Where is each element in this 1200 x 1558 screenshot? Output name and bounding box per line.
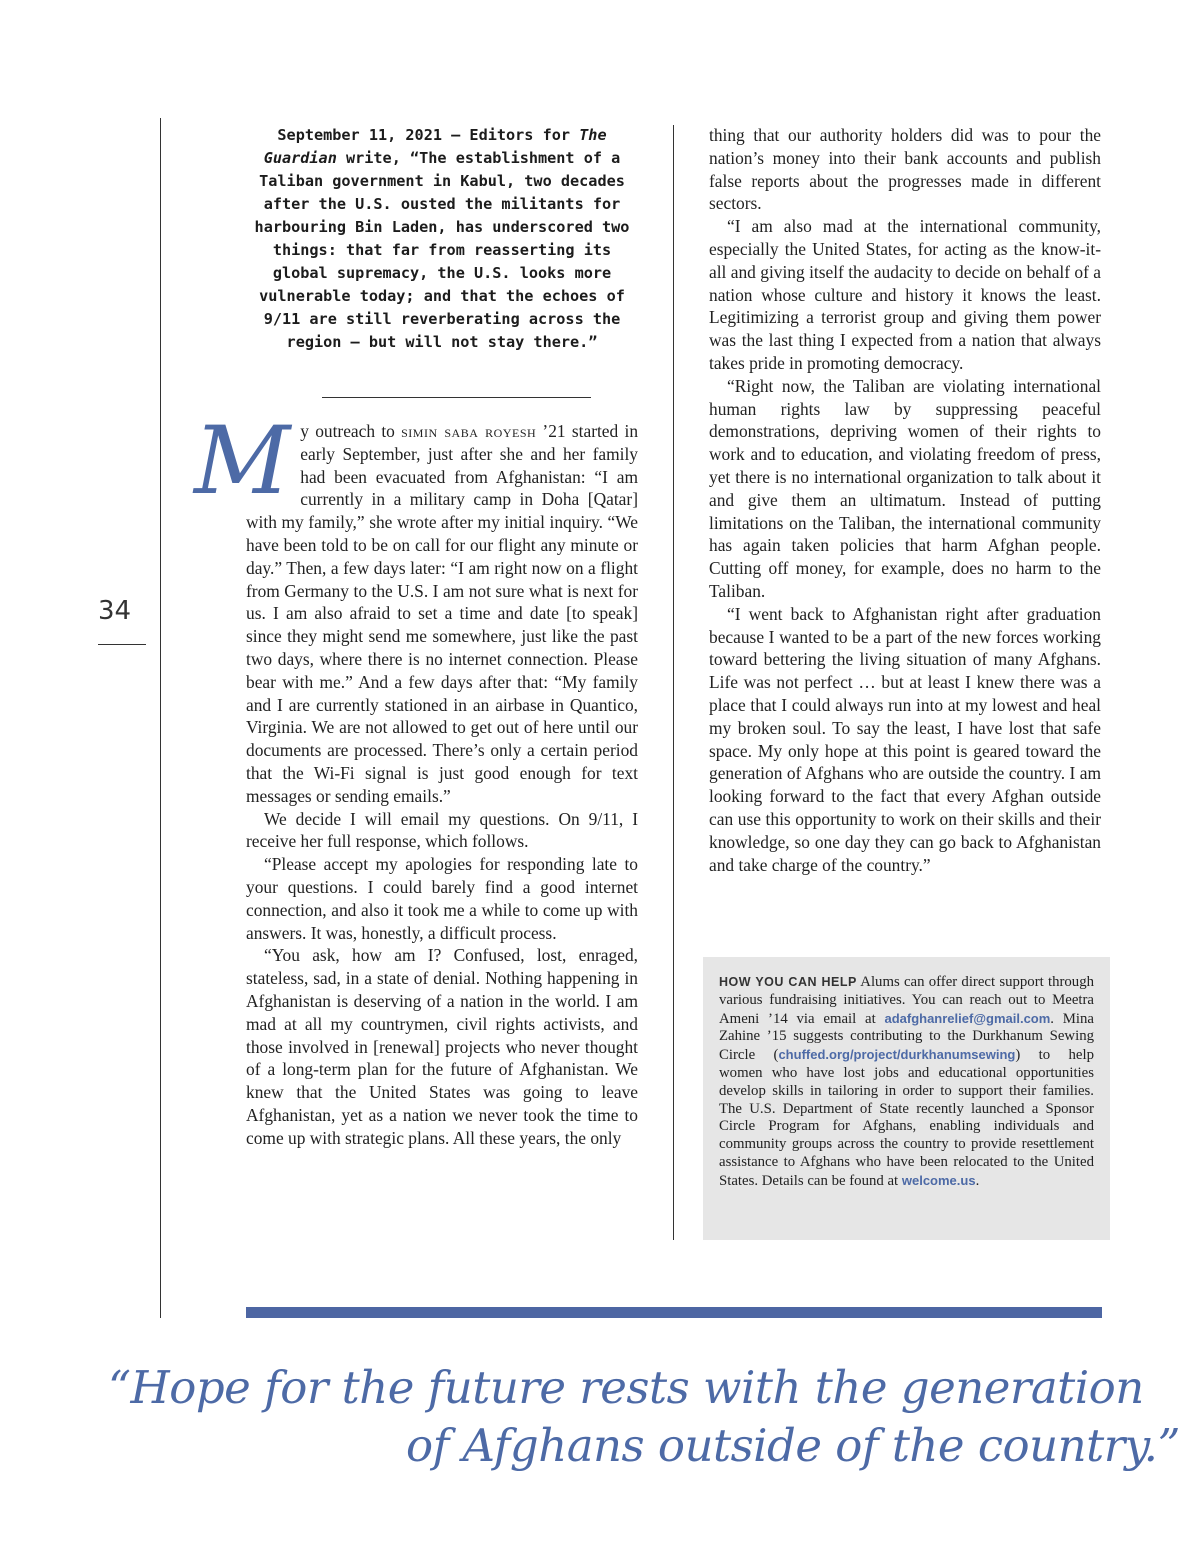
- help-text: Alums can offer direct support through various fundraising initiatives. You can reach out to Meetra Ameni ’14 via email at: [719, 974, 1094, 1027]
- epigraph-lead: September 11, 2021 – Editors for: [277, 126, 580, 144]
- article-paragraph: “Right now, the Taliban are violating international human rights law by suppressing peaceful demonstrations, depriving women of their rights to work and to education, and violating freedom of press, yet there is no international organization to talk about it and give them an ultimatum. Instead of putting limitations on the Taliban, the international community has again taken policies that harm Afghan people. Cutting off money, for example, does no harm to the Taliban.: [709, 375, 1101, 601]
- intro-rest: ’21 started in early September, just after she and her family had been evacuated from Afghanistan: “I am currently in a military camp in Doha [Qatar] with my family,” she wrote after my initial inquiry. “We have been told to be on call for our flight any minute or day.” Then, a few days later: “I am right now on a flight from Germany to the U.S. I am not sure what is next for us. I am also afraid to set a time and date [to speak] since they might send me somewhere, just like the past two days, where there is no internet connection. Please bear with me.” And a few days after that: “My family and I are currently stationed in an airbase in Quantico, Virginia. We are not allowed to get out of here until our documents are processed. There’s only a certain period that the Wi-Fi signal is just good enough for text messages or sending emails.”: [246, 421, 639, 806]
- pull-quote-line-1: “Hope for the future rests with the generation: [108, 1361, 1144, 1414]
- article-paragraph: “Please accept my apologies for responding late to your questions. I could barely find a good internet connection, and also it took me a while to come up with answers. It was, honestly, a difficult process.: [246, 854, 638, 943]
- welcome-us-link[interactable]: welcome.us: [901, 1172, 976, 1188]
- article-column-right: [709, 124, 1101, 876]
- article-paragraph: “I went back to Afghanistan right after graduation because I wanted to be a part of the new forces working toward bettering the living situation of many Afghans. Life was not perfect … but at least I knew there was a place that I could always run into at my lowest and heal my broken soul. To say the least, I have lost that safe space. My only hope at this point is geared toward the generation of Afghans who are outside the country. I am looking forward to the fact that every Afghan outside can use this opportunity to work on their skills and their knowledge, so one day they can go back to Afghanistan and take charge of the country.”: [709, 603, 1101, 875]
- left-margin-rule: [160, 118, 161, 1318]
- epigraph-rule: [322, 397, 591, 398]
- help-text: . Mina Zahine ’15 suggests contributing to the Durkhanum Sewing Circle (: [719, 1010, 1094, 1064]
- article-column-left: [194, 407, 639, 1150]
- article-paragraph: [194, 407, 639, 808]
- email-link[interactable]: adafghanrelief@gmail.com: [884, 1010, 1051, 1026]
- article-paragraph: We decide I will email my questions. On 9/11, I receive her full response, which follows.: [246, 808, 638, 852]
- epigraph: [246, 124, 638, 354]
- article-paragraph: “You ask, how am I? Confused, lost, enraged, stateless, sad, in a state of denial. Nothing happening in Afghanistan is deserving of a nation in the world. I am mad at all my countrymen, civil rights activists, and those involved in [renewal] projects who never thought of a long-term plan for the future of Afghanistan. We knew that the United States was going to leave Afghanistan, yet as a nation we never took the time to come up with strategic plans. All these years, the only: [246, 945, 638, 1148]
- column-divider: [673, 125, 674, 1240]
- epigraph-publication: The Guardian: [263, 126, 607, 167]
- help-text: ) to help women who have lost jobs and educational opportunities develop skills in tailoring in order to support their families. The U.S. Department of State recently launched a Sponsor Circle Program for Afghans, enabling individuals and community groups across the country to provide resettlement assistance to Afghans who have been relocated to the United States. Details can be found at: [719, 1047, 1095, 1189]
- page-number: 34: [98, 596, 132, 626]
- article-paragraph: “I am also mad at the international community, especially the United States, for acting as the know-it-all and giving itself the audacity to decide on behalf of a nation whose culture and history it knows the least. Legitimizing a terrorist group and giving them power was the last thing I expected from a nation that always takes pride in promoting democracy.: [709, 216, 1101, 373]
- blue-divider-bar: [246, 1307, 1102, 1318]
- page-number-rule: [98, 644, 146, 645]
- chuffed-link[interactable]: chuffed.org/project/durkhanumsewing: [778, 1047, 1016, 1063]
- pull-quote-line-2: of Afghans outside of the country.”: [406, 1419, 1180, 1472]
- epigraph-text: write, “The establishment of a Taliban government in Kabul, two decades after the U.S. ousted the militants for harbouring Bin Laden, has underscored two things: that far from reasserting its global supremacy, the U.S. looks more vulnerable today; and that the echoes of 9/11 are still reverberating across the region – but will not stay there.”: [254, 149, 630, 351]
- help-heading: HOW YOU CAN HELP: [719, 975, 857, 989]
- drop-cap: M: [194, 407, 291, 516]
- how-you-can-help-box: [703, 957, 1110, 1240]
- intro-name: simin saba royesh: [401, 421, 537, 441]
- article-paragraph: thing that our authority holders did was to pour the nation’s money into their bank accounts and publish false reports about the progresses made in different sectors.: [709, 125, 1101, 214]
- help-text: .: [975, 1172, 980, 1189]
- intro-start: y outreach to: [300, 421, 402, 441]
